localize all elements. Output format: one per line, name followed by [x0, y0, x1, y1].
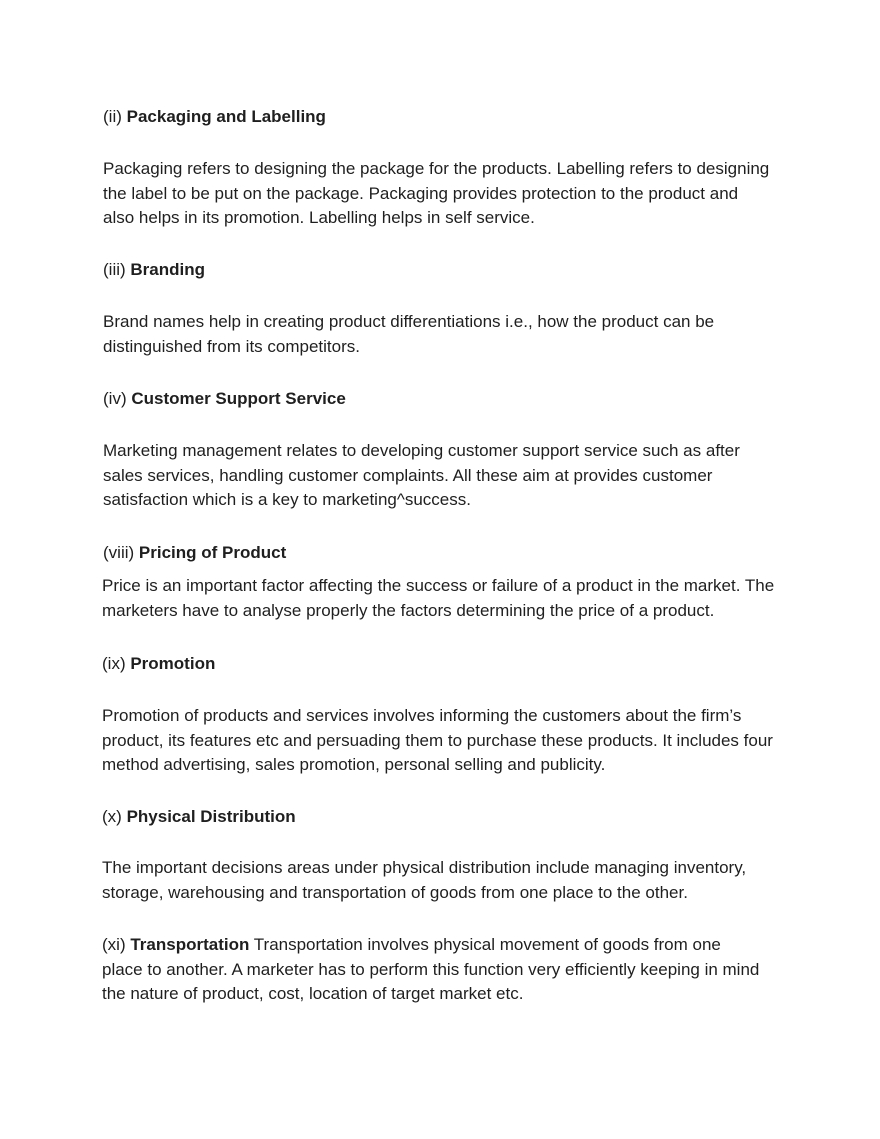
section-body-physical-distribution: The important decisions areas under physical distribution include managing inventory, storage, warehousing and transportation of goods from one place to the other. [102, 858, 747, 902]
section-title: Pricing of Product [138, 543, 287, 562]
section-body-customer-support: Marketing management relates to developing customer support service such as after sales services, handling customer complaints. All these aim at provides customer satisfaction which is a key to marketing^success. [103, 441, 740, 509]
section-number: (x) [102, 807, 122, 826]
section-body-transportation: Transportation involves physical movement of goods from one place to another. A marketer has to perform this function very efficiently keeping in mind the nature of product, cost, location of target market etc. [102, 935, 760, 1003]
section-title: Transportation [130, 935, 250, 954]
section-title: Physical Distribution [126, 807, 296, 826]
section-number: (xi) [102, 935, 126, 954]
section-heading-customer-support [103, 387, 773, 411]
section-number: (ix) [102, 654, 126, 673]
section-number: (ii) [103, 107, 122, 126]
section-title: Packaging and Labelling [126, 107, 326, 126]
section-body-branding: Brand names help in creating product differentiations i.e., how the product can be distinguished from its competitors. [103, 312, 715, 356]
section-body-promotion: Promotion of products and services involves informing the customers about the firm’s product, its features etc and persuading them to purchase these products. It includes four method advertising, sales promotion, personal selling and publicity. [102, 706, 773, 774]
section-body-packaging: Packaging refers to designing the package for the products. Labelling refers to designing the label to be put on the package. Packaging provides protection to the product and also helps in its promotion. Labelling helps in self service. [103, 159, 770, 227]
section-heading-promotion [102, 652, 772, 676]
section-number: (iii) [103, 260, 126, 279]
section-body-pricing: Price is an important factor affecting the success or failure of a product in the market. The marketers have to analyse properly the factors determining the price of a product. [102, 576, 775, 620]
section-number: (viii) [103, 543, 135, 562]
section-heading-packaging [103, 105, 773, 129]
section-title: Promotion [130, 654, 216, 673]
section-heading-branding [103, 258, 773, 282]
section-title: Customer Support Service [131, 389, 346, 408]
section-title: Branding [130, 260, 205, 279]
section-heading-pricing [103, 541, 773, 565]
section-number: (iv) [103, 389, 127, 408]
section-transportation [102, 933, 762, 1007]
section-heading-physical-distribution [102, 805, 772, 829]
